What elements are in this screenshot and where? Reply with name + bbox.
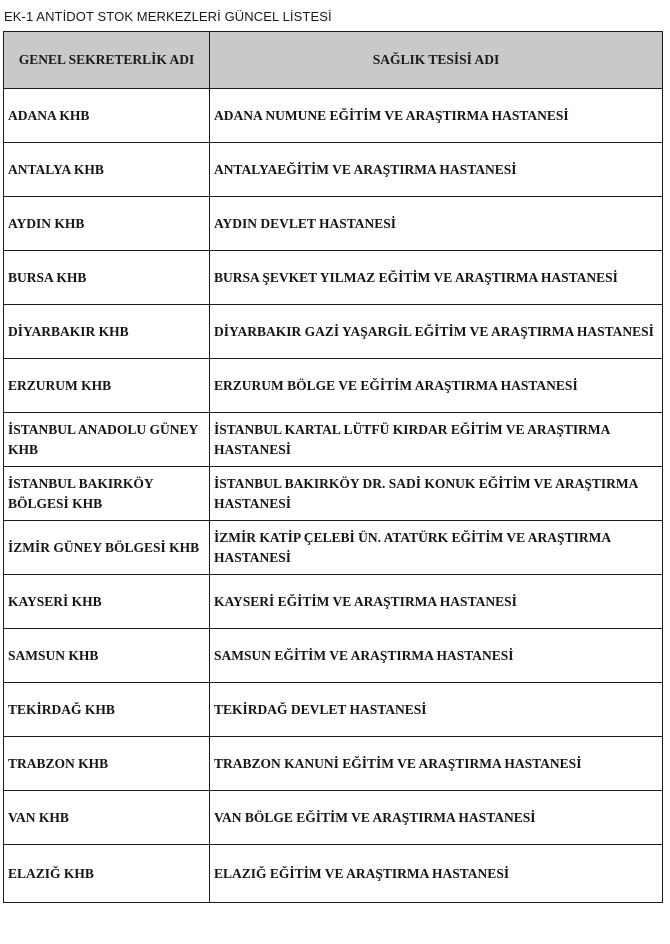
table-row [4,143,663,197]
table-row [4,845,663,903]
table-row [4,737,663,791]
health-facility-cell: TRABZON KANUNİ EĞİTİM VE ARAŞTIRMA HASTANESİ [210,737,663,791]
health-facility-cell: BURSA ŞEVKET YILMAZ EĞİTİM VE ARAŞTIRMA HASTANESİ [210,251,663,305]
health-facility-cell: İSTANBUL KARTAL LÜTFÜ KIRDAR EĞİTİM VE ARAŞTIRMA HASTANESİ [210,413,663,467]
table-row [4,791,663,845]
general-secretariat-cell: İSTANBUL ANADOLU GÜNEY KHB [4,413,210,467]
general-secretariat-cell: KAYSERİ KHB [4,575,210,629]
table-row [4,251,663,305]
header-general-secretariat: GENEL SEKRETERLİK ADI [4,32,210,89]
general-secretariat-cell: VAN KHB [4,791,210,845]
general-secretariat-cell: BURSA KHB [4,251,210,305]
health-facility-cell: İSTANBUL BAKIRKÖY DR. SADİ KONUK EĞİTİM VE ARAŞTIRMA HASTANESİ [210,467,663,521]
table-row [4,521,663,575]
general-secretariat-cell: İZMİR GÜNEY BÖLGESİ KHB [4,521,210,575]
health-facility-cell: ELAZIĞ EĞİTİM VE ARAŞTIRMA HASTANESİ [210,845,663,903]
general-secretariat-cell: ADANA KHB [4,89,210,143]
health-facility-cell: ANTALYAEĞİTİM VE ARAŞTIRMA HASTANESİ [210,143,663,197]
health-facility-cell: ADANA NUMUNE EĞİTİM VE ARAŞTIRMA HASTANESİ [210,89,663,143]
general-secretariat-cell: ANTALYA KHB [4,143,210,197]
health-facility-cell: AYDIN DEVLET HASTANESİ [210,197,663,251]
health-facility-cell: ERZURUM BÖLGE VE EĞİTİM ARAŞTIRMA HASTANESİ [210,359,663,413]
general-secretariat-cell: DİYARBAKIR KHB [4,305,210,359]
table-header-row [4,32,663,89]
general-secretariat-cell: SAMSUN KHB [4,629,210,683]
health-facility-cell: VAN BÖLGE EĞİTİM VE ARAŞTIRMA HASTANESİ [210,791,663,845]
table-row [4,305,663,359]
table-row [4,89,663,143]
health-facility-cell: İZMİR KATİP ÇELEBİ ÜN. ATATÜRK EĞİTİM VE ARAŞTIRMA HASTANESİ [210,521,663,575]
general-secretariat-cell: ELAZIĞ KHB [4,845,210,903]
health-facility-cell: DİYARBAKIR GAZİ YAŞARGİL EĞİTİM VE ARAŞTIRMA HASTANESİ [210,305,663,359]
table-row [4,575,663,629]
general-secretariat-cell: İSTANBUL BAKIRKÖY BÖLGESİ KHB [4,467,210,521]
antidote-stock-table [3,31,663,903]
health-facility-cell: KAYSERİ EĞİTİM VE ARAŞTIRMA HASTANESİ [210,575,663,629]
document-title: EK-1 ANTİDOT STOK MERKEZLERİ GÜNCEL LİSTESİ [4,9,332,24]
health-facility-cell: TEKİRDAĞ DEVLET HASTANESİ [210,683,663,737]
header-health-facility: SAĞLIK TESİSİ ADI [210,32,663,89]
general-secretariat-cell: ERZURUM KHB [4,359,210,413]
table-row [4,197,663,251]
health-facility-cell: SAMSUN EĞİTİM VE ARAŞTIRMA HASTANESİ [210,629,663,683]
general-secretariat-cell: AYDIN KHB [4,197,210,251]
table-row [4,629,663,683]
general-secretariat-cell: TRABZON KHB [4,737,210,791]
general-secretariat-cell: TEKİRDAĞ KHB [4,683,210,737]
table-row [4,467,663,521]
table-row [4,359,663,413]
table-row [4,683,663,737]
table-row [4,413,663,467]
